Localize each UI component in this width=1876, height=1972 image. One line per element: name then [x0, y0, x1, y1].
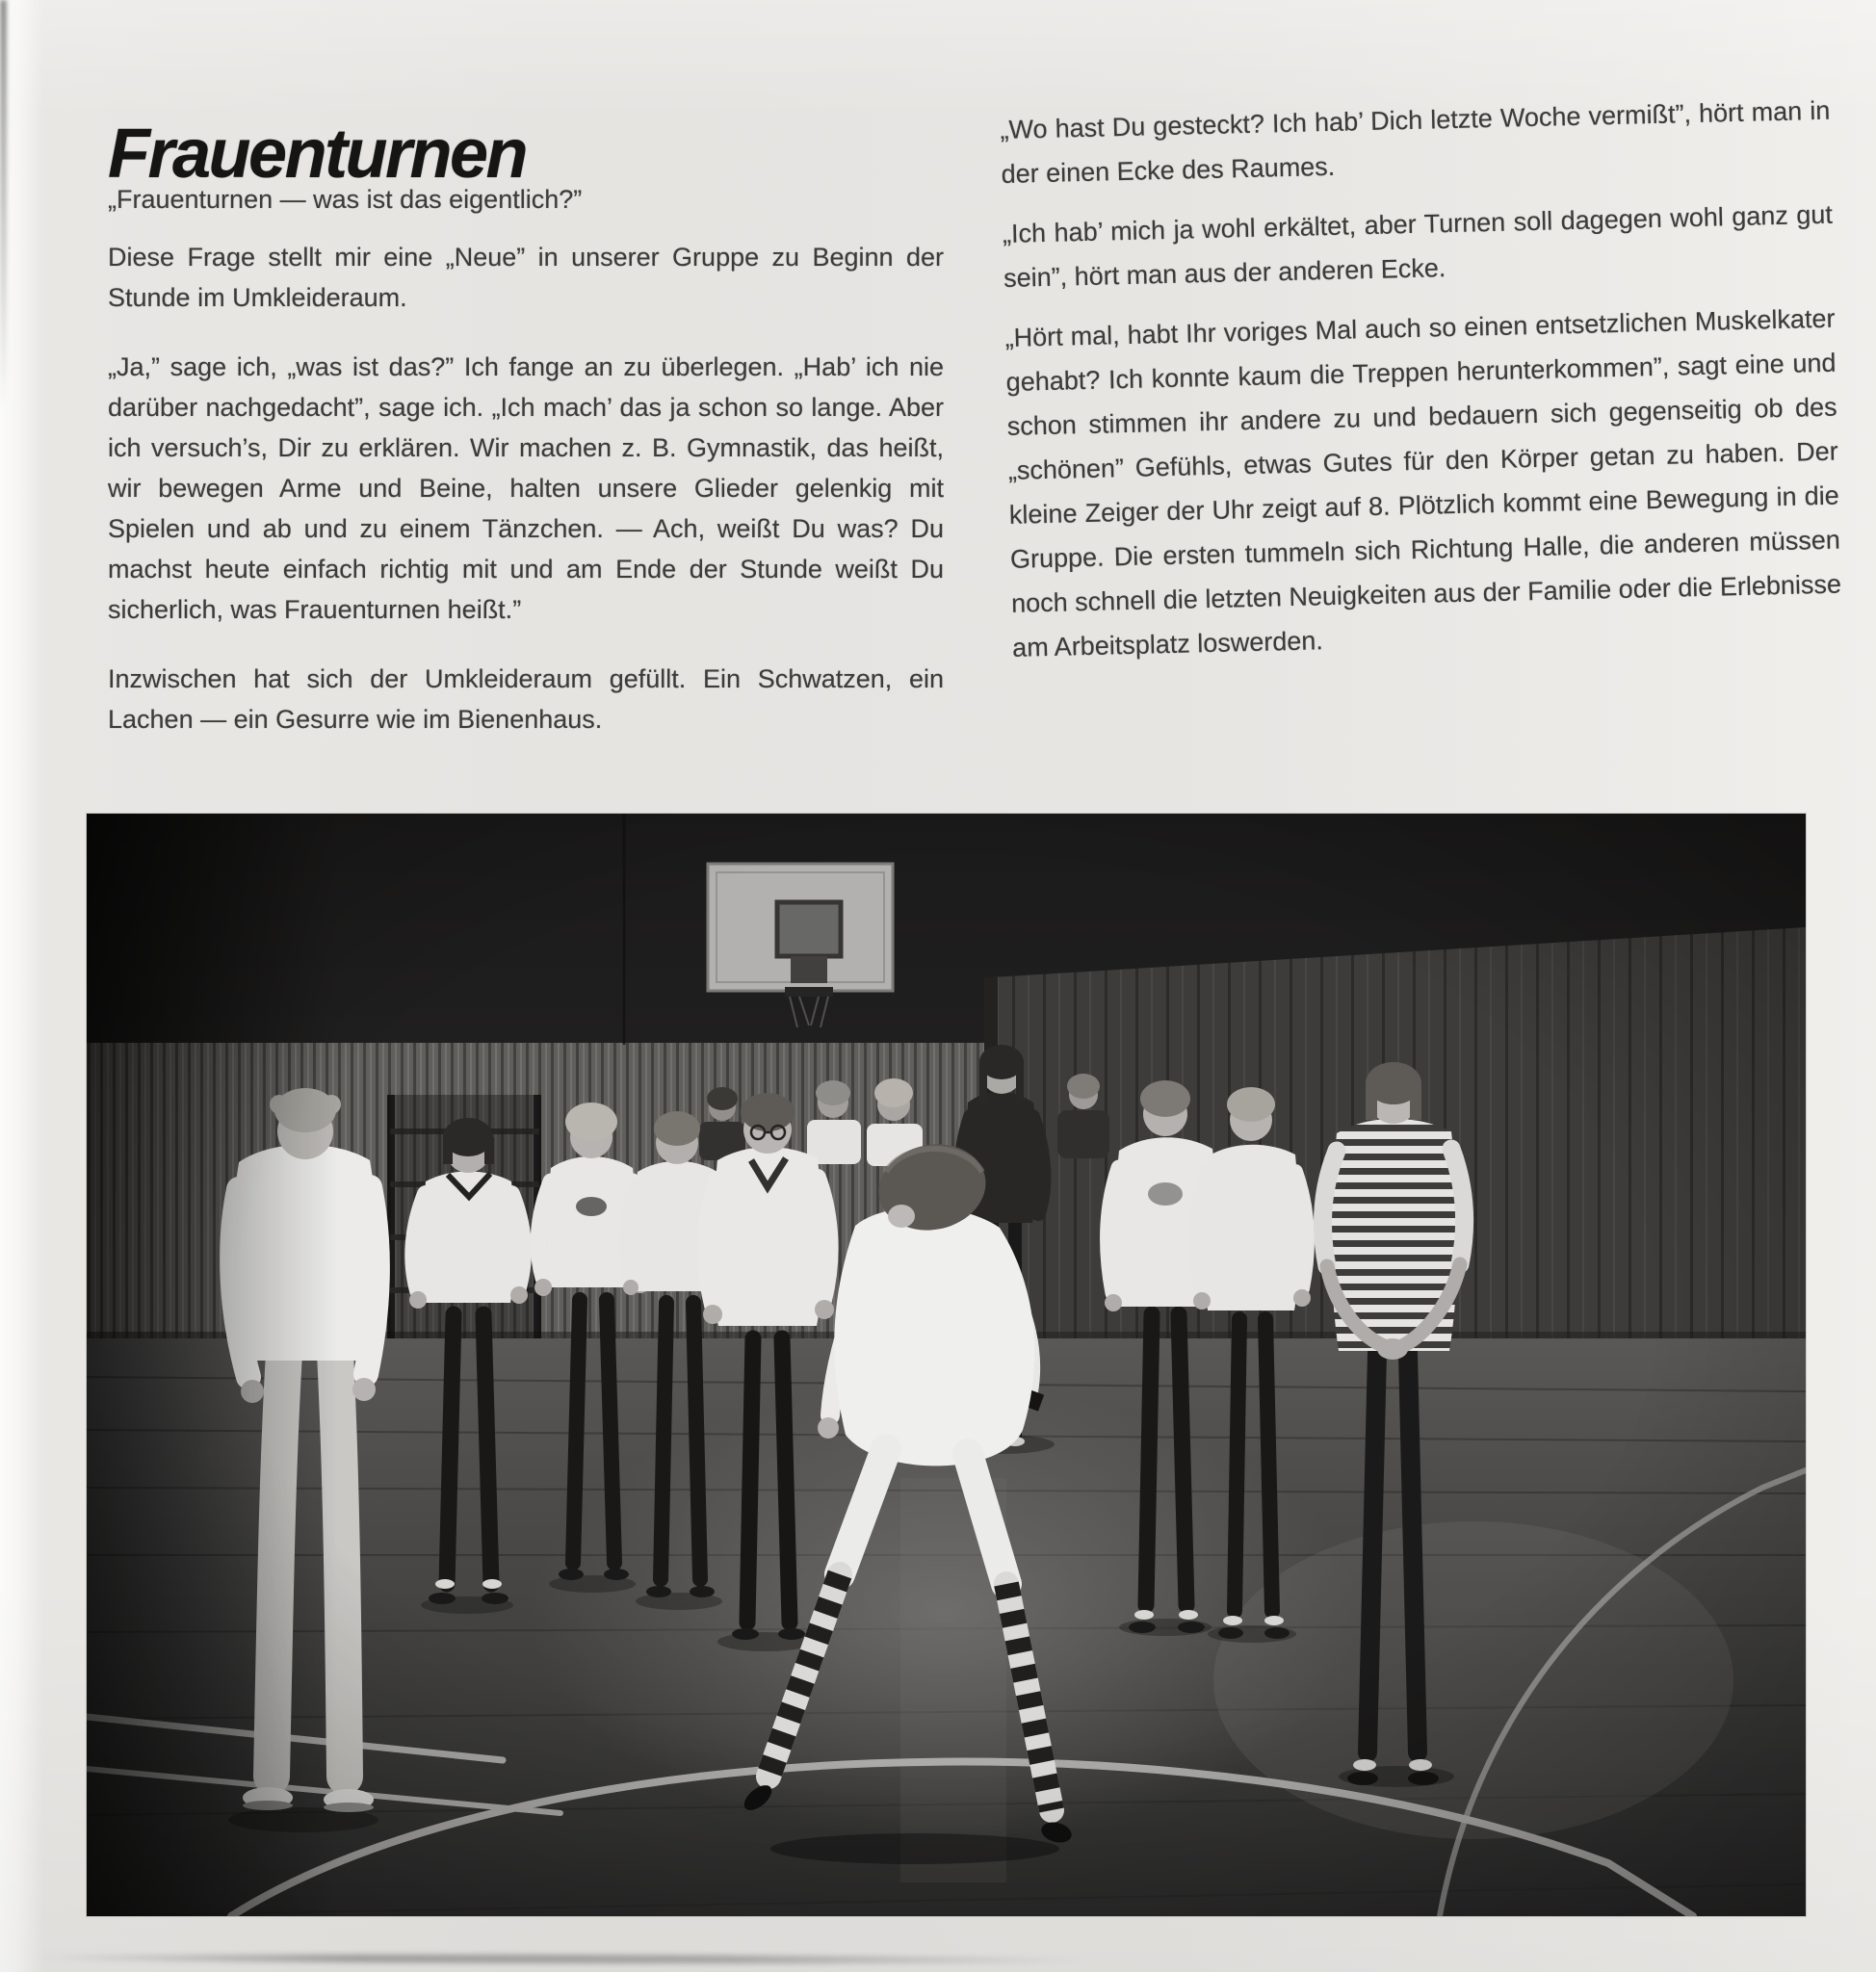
paragraph: Inzwischen hat sich der Umkleideraum gefüllt. Ein Schwatzen, ein Lachen — ein Gesurre wie im Bienenhaus.	[108, 664, 944, 734]
left-column	[108, 179, 944, 768]
paragraph: „Wo hast Du gesteckt? Ich hab’ Dich letzte Woche vermißt”, hört man in der einen Ecke des Raumes.	[1000, 95, 1831, 189]
paragraph: „Ja,” sage ich, „was ist das?” Ich fange an zu überlegen. „Hab’ ich nie darüber nachgedacht”, sage ich. „Ich mach’ das ja schon so lange. Aber ich versuch’s, Dir zu erklären. Wir machen z. B. Gymnastik, das heißt, wir bewegen Arme und Beine, halten unsere Glieder gelenkig mit Spielen und ab und zu einem Tänzchen. — Ach, weißt Du was? Du machst heute einfach richtig mit und am Ende der Stunde weißt Du sicherlich, was Frauenturnen heißt.”	[108, 352, 944, 624]
page-title: Frauenturnen	[108, 116, 527, 194]
scan-edge-streak	[0, 0, 7, 404]
paragraph: „Frauenturnen — was ist das eigentlich?”	[108, 185, 583, 214]
paragraph: „Hört mal, habt Ihr voriges Mal auch so einen entsetzlichen Muskelkater gehabt? Ich konnte kaum die Treppen herunterkommen”, sagt eine und schon stimmen ihr andere zu und bedauern sich gegenseitig ob des „schönen” Gefühls, etwas Gutes für den Körper getan zu haben. Der kleine Zeiger der Uhr zeigt auf 8. Plötzlich kommt eine Bewegung in die Gruppe. Die ersten tummeln sich Richtung Halle, die anderen müssen noch schnell die letzten Neuigkeiten aus der Familie oder die Erlebnisse am Arbeitsplatz loswerden.	[1004, 303, 1842, 662]
right-column	[1000, 89, 1843, 686]
gym-photo	[87, 814, 1806, 1916]
photo-vignette	[87, 814, 1806, 1916]
scan-smudge	[43, 1954, 1083, 1965]
paragraph: Diese Frage stellt mir eine „Neue” in unserer Gruppe zu Beginn der Stunde im Umkleideraum.	[108, 243, 944, 312]
paragraph: „Ich hab’ mich ja wohl erkältet, aber Turnen soll dagegen wohl ganz gut sein”, hört man aus der anderen Ecke.	[1002, 199, 1834, 293]
